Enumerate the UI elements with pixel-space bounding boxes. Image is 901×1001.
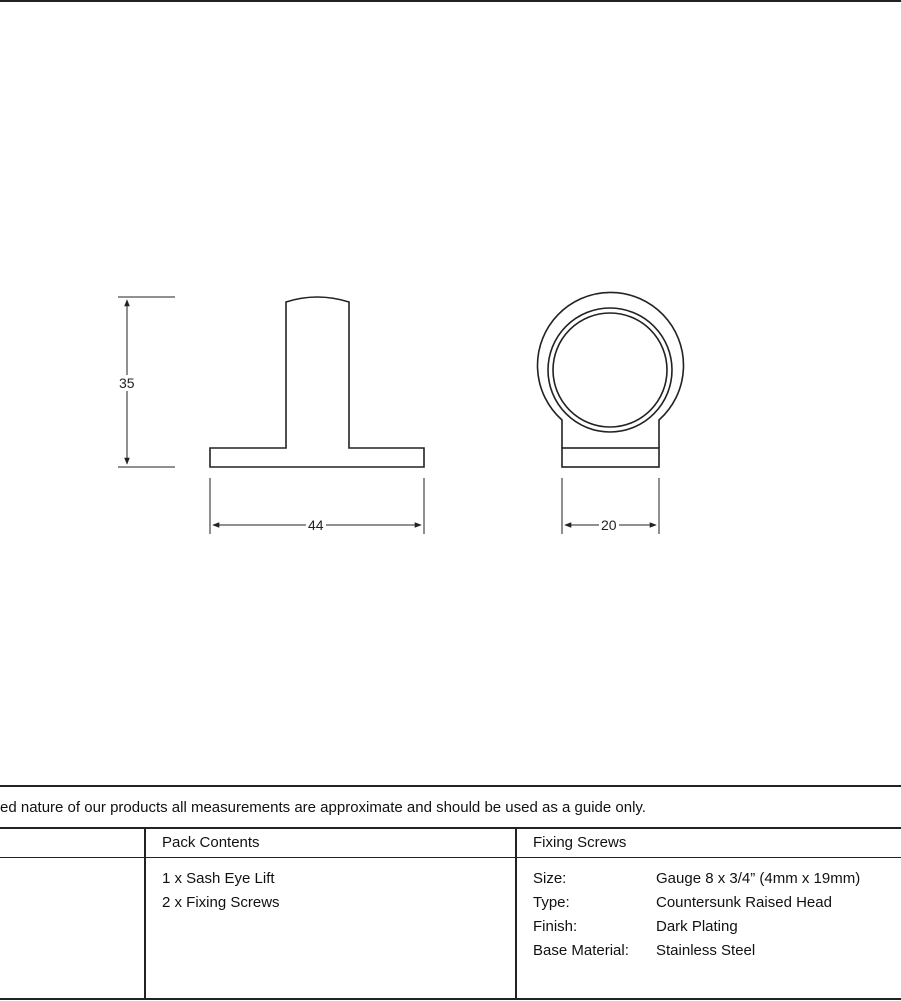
front-view-eye xyxy=(538,292,684,467)
fixing-screws-header: Fixing Screws xyxy=(533,834,627,851)
height-dimension-label: 35 xyxy=(119,375,135,391)
side-view-profile xyxy=(210,297,424,467)
disclaimer-divider xyxy=(0,827,901,829)
column-divider-2 xyxy=(515,827,517,1000)
pack-contents-item: 1 x Sash Eye Lift xyxy=(162,870,275,887)
column-divider-1 xyxy=(144,827,146,1000)
pack-contents-header: Pack Contents xyxy=(162,834,260,851)
spec-value-material: Stainless Steel xyxy=(656,942,756,959)
diameter-dimension-label: 20 xyxy=(601,517,617,533)
width-dimension-label: 44 xyxy=(308,517,324,533)
spec-label-finish: Finish: xyxy=(533,918,578,935)
spec-label-material: Base Material: xyxy=(533,942,629,959)
spec-label-size: Size: xyxy=(533,870,567,887)
table-top-border xyxy=(0,785,901,787)
pack-contents-item: 2 x Fixing Screws xyxy=(162,894,280,911)
spec-label-type: Type: xyxy=(533,894,570,911)
table-bottom-border xyxy=(0,998,901,1000)
spec-value-type: Countersunk Raised Head xyxy=(656,894,832,911)
header-divider xyxy=(0,857,901,858)
spec-value-size: Gauge 8 x 3/4” (4mm x 19mm) xyxy=(656,870,861,887)
disclaimer-text: ed nature of our products all measurements are approximate and should be used as a guide only. xyxy=(0,799,646,816)
spec-value-finish: Dark Plating xyxy=(656,918,738,935)
spec-table xyxy=(0,785,901,1001)
